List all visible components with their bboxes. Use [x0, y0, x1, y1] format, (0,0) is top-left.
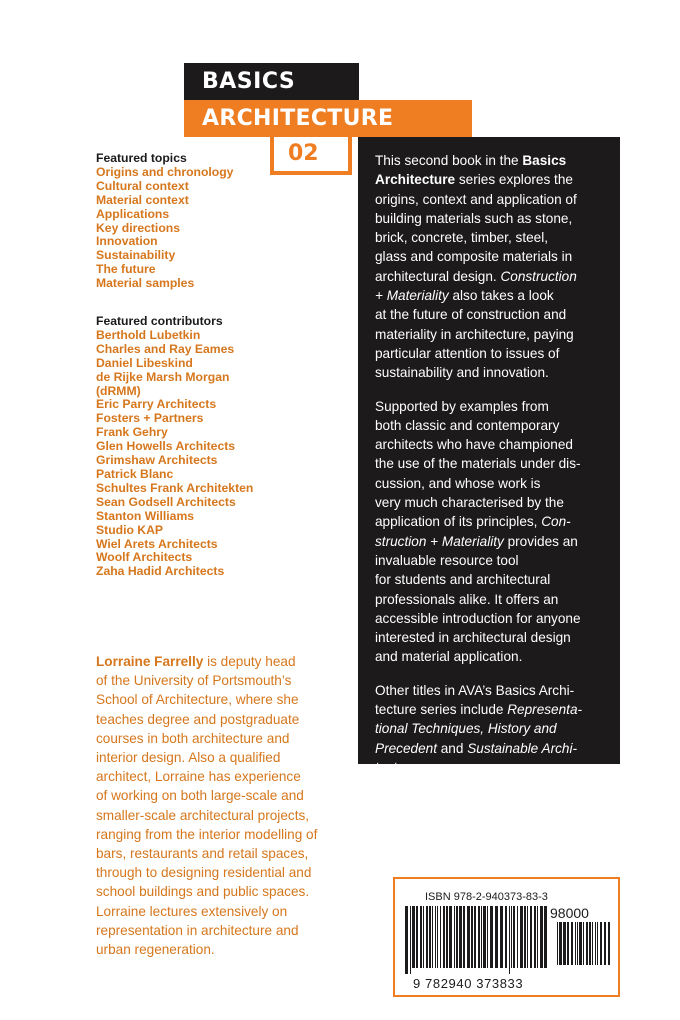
contributor-item: Schultes Frank Architekten [96, 480, 254, 495]
text-run: Supported by examples from [375, 398, 549, 414]
topic-item: Innovation [96, 234, 158, 249]
bio-line: teaches degree and postgraduate [96, 711, 300, 727]
barcode-bar [527, 906, 528, 968]
barcode-bar [440, 906, 441, 968]
author-bio [96, 652, 338, 959]
barcode-bar [544, 906, 547, 968]
featured-contributors [96, 315, 346, 579]
barcode-bar [446, 906, 448, 968]
text-run: particular attention to issues of [375, 345, 560, 361]
text-run: Basics [522, 153, 567, 168]
text-run: and [436, 740, 468, 756]
featured-contributors-heading: Featured contributors [96, 314, 223, 328]
price-barcode [557, 922, 612, 965]
contributor-item: de Rijke Marsh Morgan [96, 369, 230, 384]
barcode-bar [589, 922, 591, 965]
barcode-bar [586, 922, 588, 965]
barcode-bar [435, 906, 436, 968]
barcode-bar [592, 922, 593, 965]
bio-line: School of Architecture, where she [96, 692, 299, 708]
barcode-bar [579, 922, 582, 965]
barcode-bar [534, 906, 536, 968]
contributor-item: Charles and Ray Eames [96, 341, 235, 356]
bio-line: representation in architecture and [96, 922, 299, 938]
contributor-item: Wiel Arets Architects [96, 536, 218, 551]
topic-item: The future [96, 262, 156, 277]
text-run: the use of the materials under dis- [375, 456, 581, 472]
description-paragraph-3 [375, 681, 620, 777]
contributor-item: Daniel Libeskind [96, 355, 193, 370]
bio-line: school buildings and public spaces. [96, 884, 310, 900]
text-run: Architecture [375, 172, 456, 188]
contributor-item: Sean Godsell Architects [96, 494, 236, 509]
barcode-bar [600, 922, 602, 965]
contributor-item: Woolf Architects [96, 550, 193, 565]
text-run: origins, context and application of [375, 191, 577, 207]
text-run: for students and architectural [375, 572, 551, 588]
contributor-item: Patrick Blanc [96, 466, 174, 481]
bio-line: is deputy head [203, 654, 296, 669]
bio-line: bars, restaurants and retail spaces, [96, 846, 309, 862]
barcode-bar [505, 906, 507, 968]
barcode-bar [530, 906, 532, 968]
text-run: struction + Materiality [375, 533, 504, 549]
contributor-item: Berthold Lubetkin [96, 327, 201, 342]
barcode-bar [571, 922, 573, 965]
bio-line: Lorraine lectures extensively on [96, 903, 288, 919]
barcode-bar [443, 906, 445, 968]
topic-item: Sustainability [96, 248, 176, 263]
text-run: This second book in the [375, 153, 523, 168]
description-panel [358, 137, 620, 775]
bio-line: of working on both large-scale and [96, 788, 304, 804]
bio-line: courses in both architecture and [96, 730, 290, 746]
barcode-digits: 9 782940 373833 [413, 976, 524, 991]
topic-item: Applications [96, 206, 170, 221]
text-run: at the future of construction and [375, 307, 567, 323]
text-run: sustainability and innovation. [375, 365, 549, 381]
barcode-box [393, 877, 620, 997]
contributor-item: Grimshaw Architects [96, 453, 218, 468]
text-run: materiality in architecture, paying [375, 326, 574, 342]
text-run: series explores the [455, 172, 573, 188]
bio-line: architect, Lorraine has experience [96, 769, 301, 785]
barcode-bar [490, 906, 493, 968]
barcode-bar [500, 906, 503, 968]
barcode-bar [520, 906, 523, 968]
bio-line: through to designing residential and [96, 865, 312, 881]
barcode-bar [449, 906, 452, 968]
contributor-item: Frank Gehry [96, 425, 168, 440]
text-run: provides an [503, 533, 578, 549]
barcode-bar [454, 906, 455, 968]
text-run: Precedent [375, 740, 437, 756]
text-run: very much characterised by the [375, 495, 564, 511]
barcode-bar [420, 906, 422, 968]
text-run: Sustainable Archi- [467, 740, 578, 756]
isbn-barcode [405, 906, 550, 976]
barcode-bar [524, 906, 526, 968]
barcode-bar [437, 906, 438, 968]
barcode-bar [426, 906, 428, 968]
barcode-bar [487, 906, 488, 968]
series-logo-basics: BASICS [184, 63, 359, 100]
text-run: Construction [500, 268, 577, 284]
barcode-bar [423, 906, 424, 968]
barcode-bar [513, 906, 515, 968]
text-run: glass and composite materials in [375, 249, 573, 265]
barcode-bar [608, 922, 610, 965]
text-run: architectural design. [375, 268, 501, 284]
text-run: professionals alike. It offers an [375, 591, 559, 607]
topic-item: Material samples [96, 276, 195, 291]
barcode-bar [540, 906, 543, 968]
text-run: Other titles in AVA’s Basics Archi- [375, 682, 575, 698]
text-run: + Materiality [375, 288, 449, 304]
text-run: and material application. [375, 649, 523, 665]
barcode-bar [459, 906, 462, 968]
bio-line: smaller-scale architectural projects, [96, 807, 310, 823]
volume-number: 02 [270, 137, 352, 175]
text-run: interested in architectural design [375, 630, 571, 646]
barcode-bar [563, 922, 566, 965]
text-run: invaluable resource tool [375, 552, 519, 568]
contributor-item: Eric Parry Architects [96, 397, 217, 412]
barcode-bar [405, 906, 408, 974]
text-run: tecture series include [375, 702, 508, 718]
barcode-bar [559, 922, 562, 965]
text-run: application of its principles, [375, 514, 542, 530]
barcode-bar [517, 906, 518, 968]
text-run: building materials such as stone, [375, 210, 573, 226]
barcode-bar [511, 906, 512, 968]
barcode-bar [467, 906, 470, 968]
barcode-bar [604, 922, 606, 965]
description-paragraph-1 [375, 151, 620, 383]
text-run: brick, concrete, timber, steel, [375, 230, 549, 246]
barcode-bar [537, 906, 538, 968]
text-run: tional Techniques, History and [375, 721, 557, 737]
contributor-item: Zaha Hadid Architects [96, 564, 225, 579]
featured-topics [96, 152, 346, 291]
barcode-bar [583, 922, 584, 965]
contributor-item: Glen Howells Architects [96, 439, 236, 454]
bio-line: urban regeneration. [96, 942, 215, 958]
author-name: Lorraine Farrelly [96, 654, 204, 669]
barcode-bar [597, 922, 598, 965]
text-run: also takes a look [448, 288, 554, 304]
text-run: tecture. [375, 759, 421, 775]
topic-item: Origins and chronology [96, 164, 234, 179]
barcode-bar [432, 906, 433, 968]
barcode-bar [471, 906, 473, 968]
barcode-bar [509, 906, 510, 974]
barcode-bar [456, 906, 458, 968]
contributor-item: Studio KAP [96, 522, 164, 537]
barcode-bar [577, 922, 578, 965]
featured-topics-heading: Featured topics [96, 151, 187, 165]
topic-item: Key directions [96, 220, 180, 235]
barcode-bar [481, 906, 482, 968]
barcode-bar [483, 906, 486, 968]
price-code: 98000 [550, 905, 589, 921]
text-run: cussion, and whose work is [375, 475, 541, 491]
barcode-bar [474, 906, 476, 968]
barcode-bar [416, 906, 418, 968]
bio-line: of the University of Portsmouth’s [96, 673, 292, 689]
bio-line: ranging from the interior modelling of [96, 826, 318, 842]
topic-item: Cultural context [96, 178, 189, 193]
text-run: accessible introduction for anyone [375, 610, 581, 626]
text-run: both classic and contemporary [375, 417, 560, 433]
barcode-bar [567, 922, 569, 965]
text-run: Representa- [507, 702, 583, 718]
barcode-bar [410, 906, 411, 974]
text-run: Con- [541, 514, 571, 530]
contributor-item: (dRMM) [96, 383, 141, 398]
barcode-bar [412, 906, 415, 968]
barcode-bar [495, 906, 498, 968]
description-paragraph-2 [375, 397, 620, 667]
barcode-bar [575, 922, 576, 965]
barcode-bar [463, 906, 465, 968]
series-logo-architecture: ARCHITECTURE [184, 100, 472, 137]
barcode-bar [478, 906, 480, 968]
barcode-bar [429, 906, 431, 968]
contributor-item: Stanton Williams [96, 508, 195, 523]
barcode-bar [557, 922, 558, 965]
text-run: architects who have championed [375, 437, 573, 453]
barcode-bar [595, 922, 596, 965]
topic-item: Material context [96, 192, 189, 207]
bio-line: interior design. Also a qualified [96, 750, 281, 766]
contributor-item: Fosters + Partners [96, 411, 204, 426]
isbn-label: ISBN 978-2-940373-83-3 [425, 891, 548, 903]
